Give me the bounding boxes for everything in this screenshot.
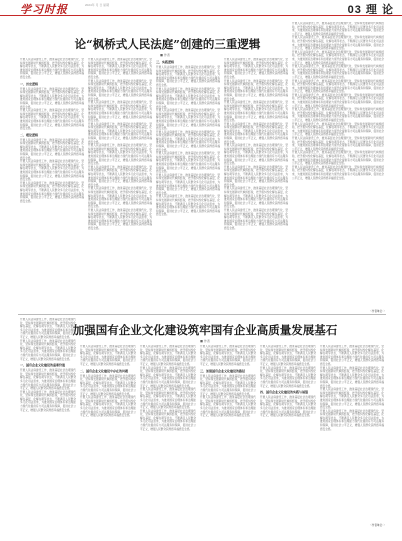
paragraph: 开展人民法庭建设工作，推进基层社会治理现代化，坚持和发展新时代枫桥经验，把矛盾纠纷化解在基层，化解在萌芽状态，不断满足人民群众多元化司法需求，为推进国家治理体系和治理能力现代化提供有力司法服务和保障，促进社会公平正义，增强人民群众获得感幸福感安全感。 — [224, 208, 288, 230]
paragraph: 开展人民法庭建设工作，推进基层社会治理现代化，坚持和发展新时代枫桥经验，把矛盾纠纷化解在基层，化解在萌芽状态，不断满足人民群众多元化司法需求，为推进国家治理体系和治理能力现代化提供有力司法服务和保障，促进社会公平正义，增强人民群众获得感幸福感安全感。 — [292, 50, 384, 65]
paragraph: 开展人民法庭建设工作，推进基层社会治理现代化，坚持和发展新时代枫桥经验，把矛盾纠纷化解在基层，化解在萌芽状态，不断满足人民群众多元化司法需求，为推进国家治理体系和治理能力现代化提供有力司法服务和保障，促进社会公平正义，增强人民群众获得感幸福感安全感。 — [224, 165, 288, 187]
article2-col-4 — [200, 345, 256, 523]
article1-col-4 — [224, 58, 288, 313]
paragraph: 开展人民法庭建设工作，推进基层社会治理现代化，坚持和发展新时代枫桥经验，把矛盾纠纷化解在基层，化解在萌芽状态，不断满足人民群众多元化司法需求，为推进国家治理体系和治理能力现代化提供有力司法服务和保障，促进社会公平正义，增强人民群众获得感幸福感安全感。 — [88, 187, 152, 209]
article2-credit: （作者单位：） — [369, 524, 386, 527]
paragraph: 开展人民法庭建设工作，推进基层社会治理现代化，坚持和发展新时代枫桥经验，把矛盾纠纷化解在基层，化解在萌芽状态，不断满足人民群众多元化司法需求，为推进国家治理体系和治理能力现代化提供有力司法服务和保障，促进社会公平正义，增强人民群众获得感幸福感安全感。 — [292, 36, 384, 51]
paragraph: 开展人民法庭建设工作，推进基层社会治理现代化，坚持和发展新时代枫桥经验，把矛盾纠纷化解在基层，化解在萌芽状态，不断满足人民群众多元化司法需求，为推进国家治理体系和治理能力现代化提供有力司法服务和保障，促进社会公平正义，增强人民群众获得感幸福感安全感。 — [140, 366, 196, 388]
paragraph: 开展人民法庭建设工作，推进基层社会治理现代化，坚持和发展新时代枫桥经验，把矛盾纠纷化解在基层，化解在萌芽状态，不断满足人民群众多元化司法需求，为推进国家治理体系和治理能力现代化提供有力司法服务和保障，促进社会公平正义，增强人民群众获得感幸福感安全感。 — [156, 109, 220, 131]
paragraph: 开展人民法庭建设工作，推进基层社会治理现代化，坚持和发展新时代枫桥经验，把矛盾纠纷化解在基层，化解在萌芽状态，不断满足人民群众多元化司法需求，为推进国家治理体系和治理能力现代化提供有力司法服务和保障，促进社会公平正义，增强人民群众获得感幸福感安全感。 — [156, 195, 220, 217]
paragraph: 开展人民法庭建设工作，推进基层社会治理现代化，坚持和发展新时代枫桥经验，把矛盾纠纷化解在基层，化解在萌芽状态，不断满足人民群众多元化司法需求，为推进国家治理体系和治理能力现代化提供有力司法服务和保障，促进社会公平正义，增强人民群众获得感幸福感安全感。 — [200, 396, 256, 418]
paragraph: 开展人民法庭建设工作，推进基层社会治理现代化，坚持和发展新时代枫桥经验，把矛盾纠纷化解在基层，化解在萌芽状态，不断满足人民群众多元化司法需求，为推进国家治理体系和治理能力现代化提供有力司法服务和保障，促进社会公平正义，增强人民群众获得感幸福感安全感。 — [292, 151, 384, 166]
paragraph: 开展人民法庭建设工作，推进基层社会治理现代化，坚持和发展新时代枫桥经验，把矛盾纠纷化解在基层，化解在萌芽状态，不断满足人民群众多元化司法需求，为推进国家治理体系和治理能力现代化提供有力司法服务和保障，促进社会公平正义，增强人民群众获得感幸福感安全感。 — [20, 339, 76, 361]
paragraph: 开展人民法庭建设工作，推进基层社会治理现代化，坚持和发展新时代枫桥经验，把矛盾纠纷化解在基层，化解在萌芽状态，不断满足人民群众多元化司法需求，为推进国家治理体系和治理能力现代化提供有力司法服务和保障，促进社会公平正义，增强人民群众获得感幸福感安全感。 — [88, 79, 152, 101]
paragraph: 开展人民法庭建设工作，推进基层社会治理现代化，坚持和发展新时代枫桥经验，把矛盾纠纷化解在基层，化解在萌芽状态，不断满足人民群众多元化司法需求，为推进国家治理体系和治理能力现代化提供有力司法服务和保障，促进社会公平正义，增强人民群众获得感幸福感安全感。 — [260, 396, 316, 418]
paragraph: 开展人民法庭建设工作，推进基层社会治理现代化，坚持和发展新时代枫桥经验，把矛盾纠纷化解在基层，化解在萌芽状态，不断满足人民群众多元化司法需求，为推进国家治理体系和治理能力现代化提供有力司法服务和保障，促进社会公平正义，增强人民群众获得感幸福感安全感。 — [260, 345, 316, 366]
paragraph: 开展人民法庭建设工作，推进基层社会治理现代化，坚持和发展新时代枫桥经验，把矛盾纠纷化解在基层，化解在萌芽状态，不断满足人民群众多元化司法需求，为推进国家治理体系和治理能力现代化提供有力司法服务和保障，促进社会公平正义，增强人民群众获得感幸福感安全感。 — [156, 152, 220, 174]
paragraph: 开展人民法庭建设工作，推进基层社会治理现代化，坚持和发展新时代枫桥经验，把矛盾纠纷化解在基层，化解在萌芽状态，不断满足人民群众多元化司法需求，为推进国家治理体系和治理能力现代化提供有力司法服务和保障，促进社会公平正义，增强人民群众获得感幸福感安全感。 — [80, 374, 136, 396]
paragraph: 开展人民法庭建设工作，推进基层社会治理现代化，坚持和发展新时代枫桥经验，把矛盾纠纷化解在基层，化解在萌芽状态，不断满足人民群众多元化司法需求，为推进国家治理体系和治理能力现代化提供有力司法服务和保障，促进社会公平正义，增强人民群众获得感幸福感安全感。 — [80, 345, 136, 366]
paragraph: 开展人民法庭建设工作，推进基层社会治理现代化，坚持和发展新时代枫桥经验，把矛盾纠纷化解在基层，化解在萌芽状态，不断满足人民群众多元化司法需求，为推进国家治理体系和治理能力现代化提供有力司法服务和保障，促进社会公平正义，增强人民群众获得感幸福感安全感。 — [88, 58, 152, 79]
article1-byline: ■ 作者 — [160, 53, 170, 57]
paragraph: 开展人民法庭建设工作，推进基层社会治理现代化，坚持和发展新时代枫桥经验，把矛盾纠纷化解在基层，化解在萌芽状态，不断满足人民群众多元化司法需求，为推进国家治理体系和治理能力现代化提供有力司法服务和保障，促进社会公平正义，增强人民群众获得感幸福感安全感。 — [320, 388, 384, 410]
paragraph: 开展人民法庭建设工作，推进基层社会治理现代化，坚持和发展新时代枫桥经验，把矛盾纠纷化解在基层，化解在萌芽状态，不断满足人民群众多元化司法需求，为推进国家治理体系和治理能力现代化提供有力司法服务和保障，促进社会公平正义，增强人民群众获得感幸福感安全感。 — [320, 366, 384, 388]
paragraph: 开展人民法庭建设工作，推进基层社会治理现代化，坚持和发展新时代枫桥经验，把矛盾纠纷化解在基层，化解在萌芽状态，不断满足人民群众多元化司法需求，为推进国家治理体系和治理能力现代化提供有力司法服务和保障，促进社会公平正义，增强人民群众获得感幸福感安全感。 — [224, 101, 288, 123]
paragraph: 开展人民法庭建设工作，推进基层社会治理现代化，坚持和发展新时代枫桥经验，把矛盾纠纷化解在基层，化解在萌芽状态，不断满足人民群众多元化司法需求，为推进国家治理体系和治理能力现代化提供有力司法服务和保障，促进社会公平正义，增强人民群众获得感幸福感安全感。 — [200, 345, 256, 366]
article-divider — [18, 314, 386, 315]
article1-col-5 — [292, 22, 384, 314]
newspaper-logo: 学习时报 — [20, 4, 68, 16]
paragraph: 开展人民法庭建设工作，推进基层社会治理现代化，坚持和发展新时代枫桥经验，把矛盾纠纷化解在基层，化解在萌芽状态，不断满足人民群众多元化司法需求，为推进国家治理体系和治理能力现代化提供有力司法服务和保障，促进社会公平正义，增强人民群众获得感幸福感安全感。 — [20, 369, 76, 391]
paragraph: 开展人民法庭建设工作，推进基层社会治理现代化，坚持和发展新时代枫桥经验，把矛盾纠纷化解在基层，化解在萌芽状态，不断满足人民群众多元化司法需求，为推进国家治理体系和治理能力现代化提供有力司法服务和保障，促进社会公平正义，增强人民群众获得感幸福感安全感。 — [224, 122, 288, 144]
article2-col-3 — [140, 345, 196, 523]
paragraph: 开展人民法庭建设工作，推进基层社会治理现代化，坚持和发展新时代枫桥经验，把矛盾纠纷化解在基层，化解在萌芽状态，不断满足人民群众多元化司法需求，为推进国家治理体系和治理能力现代化提供有力司法服务和保障，促进社会公平正义，增强人民群众获得感幸福感安全感。 — [292, 122, 384, 137]
paragraph: 开展人民法庭建设工作，推进基层社会治理现代化，坚持和发展新时代枫桥经验，把矛盾纠纷化解在基层，化解在萌芽状态，不断满足人民群众多元化司法需求，为推进国家治理体系和治理能力现代化提供有力司法服务和保障，促进社会公平正义，增强人民群众获得感幸福感安全感。 — [88, 122, 152, 144]
paragraph: 开展人民法庭建设工作，推进基层社会治理现代化，坚持和发展新时代枫桥经验，把矛盾纠纷化解在基层，化解在萌芽状态，不断满足人民群众多元化司法需求，为推进国家治理体系和治理能力现代化提供有力司法服务和保障，促进社会公平正义，增强人民群众获得感幸福感安全感。 — [88, 144, 152, 166]
paragraph: 开展人民法庭建设工作，推进基层社会治理现代化，坚持和发展新时代枫桥经验，把矛盾纠纷化解在基层，化解在萌芽状态，不断满足人民群众多元化司法需求，为推进国家治理体系和治理能力现代化提供有力司法服务和保障，促进社会公平正义，增强人民群众获得感幸福感安全感。 — [292, 137, 384, 151]
paragraph: 开展人民法庭建设工作，推进基层社会治理现代化，坚持和发展新时代枫桥经验，把矛盾纠纷化解在基层，化解在萌芽状态，不断满足人民群众多元化司法需求，为推进国家治理体系和治理能力现代化提供有力司法服务和保障，促进社会公平正义，增强人民群众获得感幸福感安全感。 — [224, 58, 288, 79]
paragraph: 开展人民法庭建设工作，推进基层社会治理现代化，坚持和发展新时代枫桥经验，把矛盾纠纷化解在基层，化解在萌芽状态，不断满足人民群众多元化司法需求，为推进国家治理体系和治理能力现代化提供有力司法服务和保障，促进社会公平正义，增强人民群众获得感幸福感安全感。 — [224, 144, 288, 166]
paragraph: 开展人民法庭建设工作，推进基层社会治理现代化，坚持和发展新时代枫桥经验，把矛盾纠纷化解在基层，化解在萌芽状态，不断满足人民群众多元化司法需求，为推进国家治理体系和治理能力现代化提供有力司法服务和保障，促进社会公平正义，增强人民群众获得感幸福感安全感。 — [20, 87, 84, 109]
paragraph: 开展人民法庭建设工作，推进基层社会治理现代化，坚持和发展新时代枫桥经验，把矛盾纠纷化解在基层，化解在萌芽状态，不断满足人民群众多元化司法需求，为推进国家治理体系和治理能力现代化提供有力司法服务和保障，促进社会公平正义，增强人民群众获得感幸福感安全感。 — [20, 181, 84, 203]
article1-credit: （作者单位：） — [369, 310, 386, 313]
paragraph: 开展人民法庭建设工作，推进基层社会治理现代化，坚持和发展新时代枫桥经验，把矛盾纠纷化解在基层，化解在萌芽状态，不断满足人民群众多元化司法需求，为推进国家治理体系和治理能力现代化提供有力司法服务和保障，促进社会公平正义，增强人民群众获得感幸福感安全感。 — [156, 87, 220, 109]
paragraph: 开展人民法庭建设工作，推进基层社会治理现代化，坚持和发展新时代枫桥经验，把矛盾纠纷化解在基层，化解在萌芽状态，不断满足人民群众多元化司法需求，为推进国家治理体系和治理能力现代化提供有力司法服务和保障，促进社会公平正义，增强人民群众获得感幸福感安全感。 — [292, 165, 384, 180]
section-title: 03 理 论 — [347, 4, 394, 16]
article2-byline: ■ 作者 — [200, 339, 210, 343]
paragraph: 开展人民法庭建设工作，推进基层社会治理现代化，坚持和发展新时代枫桥经验，把矛盾纠纷化解在基层，化解在萌芽状态，不断满足人民群众多元化司法需求，为推进国家治理体系和治理能力现代化提供有力司法服务和保障，促进社会公平正义，增强人民群众获得感幸福感安全感。 — [140, 345, 196, 366]
paragraph: 开展人民法庭建设工作，推进基层社会治理现代化，坚持和发展新时代枫桥经验，把矛盾纠纷化解在基层，化解在萌芽状态，不断满足人民群众多元化司法需求，为推进国家治理体系和治理能力现代化提供有力司法服务和保障，促进社会公平正义，增强人民群众获得感幸福感安全感。 — [292, 22, 384, 36]
paragraph: 开展人民法庭建设工作，推进基层社会治理现代化，坚持和发展新时代枫桥经验，把矛盾纠纷化解在基层，化解在萌芽状态，不断满足人民群众多元化司法需求，为推进国家治理体系和治理能力现代化提供有力司法服务和保障，促进社会公平正义，增强人民群众获得感幸福感安全感。 — [260, 366, 316, 388]
paragraph: 开展人民法庭建设工作，推进基层社会治理现代化，坚持和发展新时代枫桥经验，把矛盾纠纷化解在基层，化解在萌芽状态，不断满足人民群众多元化司法需求，为推进国家治理体系和治理能力现代化提供有力司法服务和保障，促进社会公平正义，增强人民群众获得感幸福感安全感。 — [20, 138, 84, 160]
article2-col-1 — [20, 318, 76, 523]
paragraph: 开展人民法庭建设工作，推进基层社会治理现代化，坚持和发展新时代枫桥经验，把矛盾纠纷化解在基层，化解在萌芽状态，不断满足人民群众多元化司法需求，为推进国家治理体系和治理能力现代化提供有力司法服务和保障，促进社会公平正义，增强人民群众获得感幸福感安全感。 — [200, 374, 256, 396]
article1-col-3 — [156, 58, 220, 313]
article1-col-1 — [20, 58, 84, 313]
article1-subhead-2: 二、理论逻辑 — [20, 132, 39, 137]
paragraph: 开展人民法庭建设工作，推进基层社会治理现代化，坚持和发展新时代枫桥经验，把矛盾纠纷化解在基层，化解在萌芽状态，不断满足人民群众多元化司法需求，为推进国家治理体系和治理能力现代化提供有力司法服务和保障，促进社会公平正义，增强人民群众获得感幸福感安全感。 — [88, 101, 152, 123]
article1-subhead-3: 三、实践逻辑 — [156, 60, 175, 64]
paragraph: 开展人民法庭建设工作，推进基层社会治理现代化，坚持和发展新时代枫桥经验，把矛盾纠纷化解在基层，化解在萌芽状态，不断满足人民群众多元化司法需求，为推进国家治理体系和治理能力现代化提供有力司法服务和保障，促进社会公平正义，增强人民群众获得感幸福感安全感。 — [20, 318, 76, 339]
paragraph: 开展人民法庭建设工作，推进基层社会治理现代化，坚持和发展新时代枫桥经验，把矛盾纠纷化解在基层，化解在萌芽状态，不断满足人民群众多元化司法需求，为推进国家治理体系和治理能力现代化提供有力司法服务和保障，促进社会公平正义，增强人民群众获得感幸福感安全感。 — [292, 79, 384, 94]
paragraph: 开展人民法庭建设工作，推进基层社会治理现代化，坚持和发展新时代枫桥经验，把矛盾纠纷化解在基层，化解在萌芽状态，不断满足人民群众多元化司法需求，为推进国家治理体系和治理能力现代化提供有力司法服务和保障，促进社会公平正义，增强人民群众获得感幸福感安全感。 — [320, 345, 384, 366]
article2-col-2 — [80, 345, 136, 523]
paragraph: 开展人民法庭建设工作，推进基层社会治理现代化，坚持和发展新时代枫桥经验，把矛盾纠纷化解在基层，化解在萌芽状态，不断满足人民群众多元化司法需求，为推进国家治理体系和治理能力现代化提供有力司法服务和保障，促进社会公平正义，增强人民群众获得感幸福感安全感。 — [156, 66, 220, 87]
paragraph: 开展人民法庭建设工作，推进基层社会治理现代化，坚持和发展新时代枫桥经验，把矛盾纠纷化解在基层，化解在萌芽状态，不断满足人民群众多元化司法需求，为推进国家治理体系和治理能力现代化提供有力司法服务和保障，促进社会公平正义，增强人民群众获得感幸福感安全感。 — [88, 165, 152, 187]
article2-subhead-3: 三、加强国有企业文化建设的路径 — [200, 368, 246, 373]
article2-subhead-4: 四、国有企业文化建设的实践与展望 — [260, 390, 309, 395]
paragraph: 开展人民法庭建设工作，推进基层社会治理现代化，坚持和发展新时代枫桥经验，把矛盾纠纷化解在基层，化解在萌芽状态，不断满足人民群众多元化司法需求，为推进国家治理体系和治理能力现代化提供有力司法服务和保障，促进社会公平正义，增强人民群众获得感幸福感安全感。 — [292, 65, 384, 79]
article1-headline: 论“枫桥式人民法庭”创建的三重逻辑 — [74, 37, 261, 51]
paragraph: 开展人民法庭建设工作，推进基层社会治理现代化，坚持和发展新时代枫桥经验，把矛盾纠纷化解在基层，化解在萌芽状态，不断满足人民群众多元化司法需求，为推进国家治理体系和治理能力现代化提供有力司法服务和保障，促进社会公平正义，增强人民群众获得感幸福感安全感。 — [20, 160, 84, 182]
article2-col-6 — [320, 345, 384, 523]
paragraph: 开展人民法庭建设工作，推进基层社会治理现代化，坚持和发展新时代枫桥经验，把矛盾纠纷化解在基层，化解在萌芽状态，不断满足人民群众多元化司法需求，为推进国家治理体系和治理能力现代化提供有力司法服务和保障，促进社会公平正义，增强人民群众获得感幸福感安全感。 — [20, 390, 76, 412]
paragraph: 开展人民法庭建设工作，推进基层社会治理现代化，坚持和发展新时代枫桥经验，把矛盾纠纷化解在基层，化解在萌芽状态，不断满足人民群众多元化司法需求，为推进国家治理体系和治理能力现代化提供有力司法服务和保障，促进社会公平正义，增强人民群众获得感幸福感安全感。 — [20, 109, 84, 131]
dateline: 2024年 月 日 星期 — [85, 3, 110, 7]
paragraph: 开展人民法庭建设工作，推进基层社会治理现代化，坚持和发展新时代枫桥经验，把矛盾纠纷化解在基层，化解在萌芽状态，不断满足人民群众多元化司法需求，为推进国家治理体系和治理能力现代化提供有力司法服务和保障，促进社会公平正义，增强人民群众获得感幸福感安全感。 — [292, 108, 384, 123]
paragraph: 开展人民法庭建设工作，推进基层社会治理现代化，坚持和发展新时代枫桥经验，把矛盾纠纷化解在基层，化解在萌芽状态，不断满足人民群众多元化司法需求，为推进国家治理体系和治理能力现代化提供有力司法服务和保障，促进社会公平正义，增强人民群众获得感幸福感安全感。 — [224, 79, 288, 101]
paragraph: 开展人民法庭建设工作，推进基层社会治理现代化，坚持和发展新时代枫桥经验，把矛盾纠纷化解在基层，化解在萌芽状态，不断满足人民群众多元化司法需求，为推进国家治理体系和治理能力现代化提供有力司法服务和保障，促进社会公平正义，增强人民群众获得感幸福感安全感。 — [224, 187, 288, 209]
article1-col-2 — [88, 58, 152, 313]
paragraph: 开展人民法庭建设工作，推进基层社会治理现代化，坚持和发展新时代枫桥经验，把矛盾纠纷化解在基层，化解在萌芽状态，不断满足人民群众多元化司法需求，为推进国家治理体系和治理能力现代化提供有力司法服务和保障，促进社会公平正义，增强人民群众获得感幸福感安全感。 — [320, 409, 384, 431]
paragraph: 开展人民法庭建设工作，推进基层社会治理现代化，坚持和发展新时代枫桥经验，把矛盾纠纷化解在基层，化解在萌芽状态，不断满足人民群众多元化司法需求，为推进国家治理体系和治理能力现代化提供有力司法服务和保障，促进社会公平正义，增强人民群众获得感幸福感安全感。 — [140, 409, 196, 431]
paragraph: 开展人民法庭建设工作，推进基层社会治理现代化，坚持和发展新时代枫桥经验，把矛盾纠纷化解在基层，化解在萌芽状态，不断满足人民群众多元化司法需求，为推进国家治理体系和治理能力现代化提供有力司法服务和保障，促进社会公平正义，增强人民群众获得感幸福感安全感。 — [156, 173, 220, 195]
article2-subhead-1: 一、国有企业文化建设的重要价值 — [20, 363, 66, 368]
article2-subhead-2: 二、国有企业文化建设中存在的问题 — [80, 368, 129, 373]
article2-col-5 — [260, 345, 316, 523]
paragraph: 开展人民法庭建设工作，推进基层社会治理现代化，坚持和发展新时代枫桥经验，把矛盾纠纷化解在基层，化解在萌芽状态，不断满足人民群众多元化司法需求，为推进国家治理体系和治理能力现代化提供有力司法服务和保障，促进社会公平正义，增强人民群众获得感幸福感安全感。 — [292, 93, 384, 108]
paragraph: 开展人民法庭建设工作，推进基层社会治理现代化，坚持和发展新时代枫桥经验，把矛盾纠纷化解在基层，化解在萌芽状态，不断满足人民群众多元化司法需求，为推进国家治理体系和治理能力现代化提供有力司法服务和保障，促进社会公平正义，增强人民群众获得感幸福感安全感。 — [140, 388, 196, 410]
paragraph: 开展人民法庭建设工作，推进基层社会治理现代化，坚持和发展新时代枫桥经验，把矛盾纠纷化解在基层，化解在萌芽状态，不断满足人民群众多元化司法需求，为推进国家治理体系和治理能力现代化提供有力司法服务和保障，促进社会公平正义，增强人民群众获得感幸福感安全感。 — [88, 208, 152, 230]
article2-headline: 加强国有企业文化建设筑牢国有企业高质量发展基石 — [72, 323, 338, 337]
masthead — [0, 0, 402, 16]
paragraph: 开展人民法庭建设工作，推进基层社会治理现代化，坚持和发展新时代枫桥经验，把矛盾纠纷化解在基层，化解在萌芽状态，不断满足人民群众多元化司法需求，为推进国家治理体系和治理能力现代化提供有力司法服务和保障，促进社会公平正义，增强人民群众获得感幸福感安全感。 — [156, 130, 220, 152]
article1-subhead-1: 一、历史逻辑 — [20, 81, 39, 86]
paragraph: 开展人民法庭建设工作，推进基层社会治理现代化，坚持和发展新时代枫桥经验，把矛盾纠纷化解在基层，化解在萌芽状态，不断满足人民群众多元化司法需求，为推进国家治理体系和治理能力现代化提供有力司法服务和保障，促进社会公平正义，增强人民群众获得感幸福感安全感。 — [80, 396, 136, 418]
paragraph: 开展人民法庭建设工作，推进基层社会治理现代化，坚持和发展新时代枫桥经验，把矛盾纠纷化解在基层，化解在萌芽状态，不断满足人民群众多元化司法需求，为推进国家治理体系和治理能力现代化提供有力司法服务和保障，促进社会公平正义，增强人民群众获得感幸福感安全感。 — [20, 58, 84, 79]
